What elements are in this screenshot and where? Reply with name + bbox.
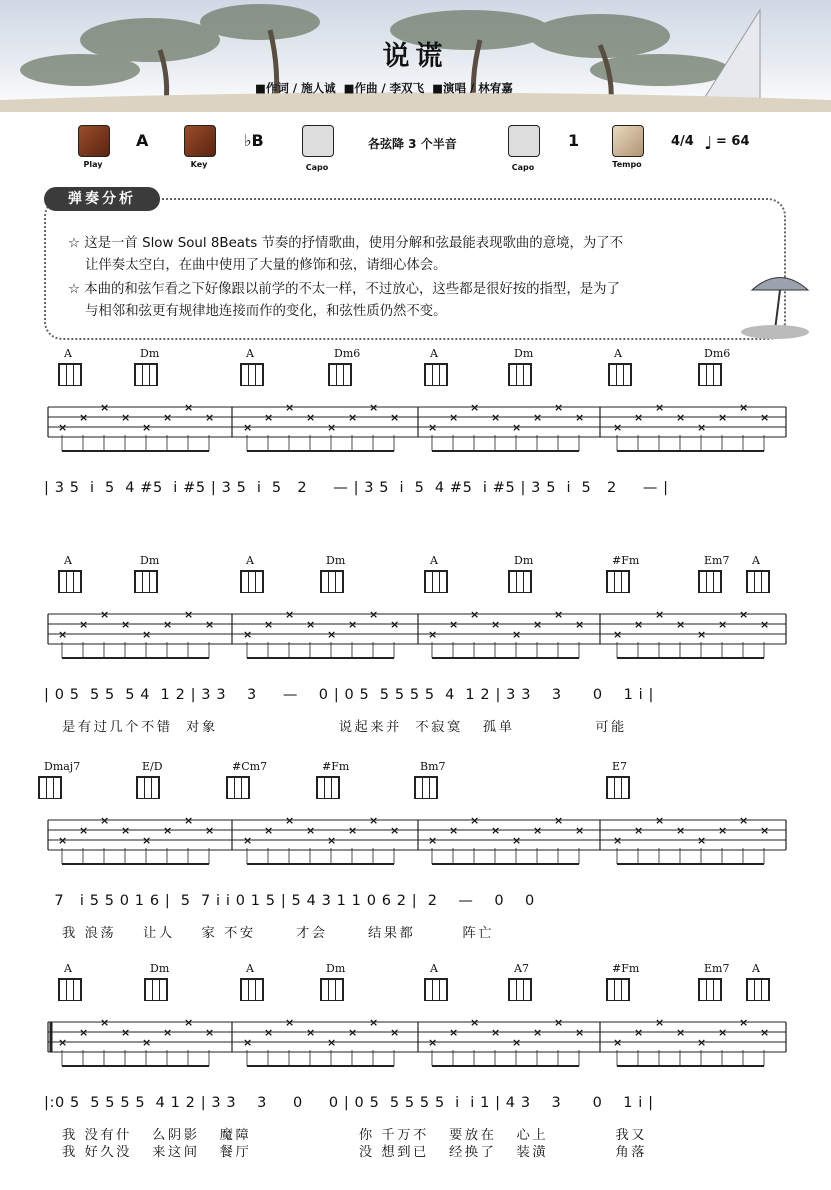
tab-note: × xyxy=(676,411,686,424)
tab-note: × xyxy=(449,411,459,424)
tab-note: × xyxy=(205,411,215,424)
tempo-value: = 64 xyxy=(716,134,750,149)
chord-name: A xyxy=(64,962,72,975)
chord-diagram xyxy=(136,776,160,799)
chord-diagram xyxy=(508,570,532,593)
tab-note: × xyxy=(655,1016,665,1029)
chord-diagram xyxy=(38,776,62,799)
chord-name: #Cm7 xyxy=(232,760,268,773)
tab-note: × xyxy=(79,1026,89,1039)
tab-note: × xyxy=(697,1036,707,1049)
tab-note: × xyxy=(470,608,480,621)
tab-note: × xyxy=(760,1026,770,1039)
tab-note: × xyxy=(575,1026,585,1039)
tab-note: × xyxy=(264,1026,274,1039)
chord-diagram xyxy=(144,978,168,1001)
chord-diagram xyxy=(508,978,532,1001)
tab-note: × xyxy=(100,1016,110,1029)
chord-name: Dm xyxy=(326,554,346,567)
tab-note: × xyxy=(306,1026,316,1039)
tab-note: × xyxy=(697,421,707,434)
tab-note: × xyxy=(613,1036,623,1049)
chord-name: E/D xyxy=(142,760,163,773)
capo-text: 各弦降 3 个半音 xyxy=(368,137,457,151)
chord-diagram xyxy=(746,570,770,593)
tab-note: × xyxy=(142,1036,152,1049)
tab-note: × xyxy=(163,824,173,837)
lyric-line: 我 好久没 来这间 餐厅 没 想到已 经换了 装潢 角落 xyxy=(62,1145,648,1160)
chord-name: Dm xyxy=(140,347,160,360)
tab-note: × xyxy=(575,824,585,837)
tab-note: × xyxy=(533,618,543,631)
chord-name: A xyxy=(614,347,622,360)
tab-note: × xyxy=(142,421,152,434)
chord-diagram xyxy=(320,978,344,1001)
tab-note: × xyxy=(554,1016,564,1029)
tab-note: × xyxy=(491,618,501,631)
tab-note: × xyxy=(760,824,770,837)
chord-diagram xyxy=(328,363,352,386)
numbered-notation: | 0 5 5 5 5 4 1 2 | 3 3 3 — 0 | 0 5 5 5 5 5 4 1 2 | 3 3 3 0 1 i | xyxy=(44,687,654,703)
tempo-label: Tempo xyxy=(612,160,642,169)
tab-note: × xyxy=(327,421,337,434)
chord-diagram xyxy=(320,570,344,593)
chord-diagram xyxy=(58,978,82,1001)
tab-note: × xyxy=(264,618,274,631)
lyric-line: 我 没有什 么阴影 魔障 你 千万不 要放在 心上 我又 xyxy=(62,1128,648,1143)
analysis-line: 让伴奏太空白，在曲中使用了大量的修饰和弦，请细心体会。 xyxy=(68,258,447,273)
chord-name: A xyxy=(430,962,438,975)
tab-note: × xyxy=(512,834,522,847)
tab-note: × xyxy=(554,814,564,827)
tab-note: × xyxy=(634,1026,644,1039)
tab-note: × xyxy=(121,1026,131,1039)
chord-diagram xyxy=(698,363,722,386)
tab-note: × xyxy=(718,824,728,837)
chord-name: #Fm xyxy=(612,962,640,975)
tab-note: × xyxy=(79,411,89,424)
song-title: 说谎 xyxy=(382,41,449,72)
chord-name: A xyxy=(752,554,760,567)
tab-note: × xyxy=(449,618,459,631)
tab-note: × xyxy=(327,1036,337,1049)
tab-note: × xyxy=(739,814,749,827)
tab-note: × xyxy=(306,824,316,837)
numbered-notation: |:0 5 5 5 5 5 4 1 2 | 3 3 3 0 0 | 0 5 5 5 5 5 i i 1 | 4 3 3 0 1 i | xyxy=(44,1095,654,1111)
tab-note: × xyxy=(428,628,438,641)
chord-name: Dm xyxy=(514,347,534,360)
tab-note: × xyxy=(243,1036,253,1049)
tab-note: × xyxy=(390,1026,400,1039)
tab-note: × xyxy=(58,834,68,847)
tab-note: × xyxy=(676,618,686,631)
tab-note: × xyxy=(369,1016,379,1029)
tab-note: × xyxy=(348,411,358,424)
tab-note: × xyxy=(718,618,728,631)
tab-note: × xyxy=(718,1026,728,1039)
chord-name: E7 xyxy=(612,760,628,773)
tab-note: × xyxy=(739,1016,749,1029)
tab-note: × xyxy=(470,401,480,414)
tab-note: × xyxy=(264,411,274,424)
credits: ■作词 / 施人诚 ■作曲 / 李双飞 ■演唱 / 林宥嘉 xyxy=(255,81,513,95)
chord-name: Em7 xyxy=(704,554,730,567)
chord-name: Dm xyxy=(150,962,170,975)
tab-note: × xyxy=(634,824,644,837)
tab-note: × xyxy=(718,411,728,424)
chord-diagram xyxy=(606,776,630,799)
chord-diagram xyxy=(414,776,438,799)
tab-note: × xyxy=(205,1026,215,1039)
key-label: Key xyxy=(190,160,208,169)
chord-name: A xyxy=(64,347,72,360)
tab-note: × xyxy=(491,1026,501,1039)
tab-note: × xyxy=(470,1016,480,1029)
tab-note: × xyxy=(100,401,110,414)
chord-diagram xyxy=(508,363,532,386)
tab-note: × xyxy=(327,834,337,847)
chord-diagram xyxy=(424,978,448,1001)
analysis-line: ☆ 本曲的和弦乍看之下好像跟以前学的不太一样，不过放心，这些都是很好按的指型，是为了 xyxy=(68,282,620,297)
tab-note: × xyxy=(100,814,110,827)
tab-note: × xyxy=(760,618,770,631)
tab-note: × xyxy=(285,814,295,827)
chord-diagram xyxy=(698,570,722,593)
tab-note: × xyxy=(428,1036,438,1049)
tab-note: × xyxy=(613,421,623,434)
tab-note: × xyxy=(348,618,358,631)
tab-note: × xyxy=(285,608,295,621)
tab-note: × xyxy=(470,814,480,827)
tab-note: × xyxy=(184,814,194,827)
chord-diagram xyxy=(134,570,158,593)
tab-note: × xyxy=(554,608,564,621)
tab-note: × xyxy=(184,401,194,414)
tab-note: × xyxy=(243,628,253,641)
tab-note: × xyxy=(306,411,316,424)
note-icon: ♩ xyxy=(704,133,713,154)
chord-name: A xyxy=(246,347,254,360)
chord-diagram xyxy=(606,570,630,593)
tab-note: × xyxy=(79,618,89,631)
chord-name: A xyxy=(64,554,72,567)
tab-note: × xyxy=(243,421,253,434)
tab-note: × xyxy=(121,411,131,424)
numbered-notation: 7 i 5 5 0 1 6 | 5 7 i i 0 1 5 | 5 4 3 1 1 0 6 2 | 2 — 0 0 xyxy=(44,893,535,909)
tab-note: × xyxy=(184,608,194,621)
tab-note: × xyxy=(449,1026,459,1039)
tab-note: × xyxy=(369,814,379,827)
tab-note: × xyxy=(676,824,686,837)
tab-note: × xyxy=(491,411,501,424)
play-value: A xyxy=(136,131,149,150)
tab-note: × xyxy=(613,834,623,847)
chord-diagram xyxy=(608,363,632,386)
chord-diagram xyxy=(240,363,264,386)
tab-note: × xyxy=(184,1016,194,1029)
chord-name: A xyxy=(246,962,254,975)
lyric-line: 是有过几个不错 对象 说起来并 不寂寞 孤单 可能 xyxy=(62,720,627,735)
chord-diagram xyxy=(698,978,722,1001)
chord-diagram xyxy=(240,978,264,1001)
tab-note: × xyxy=(428,421,438,434)
tab-note: × xyxy=(142,628,152,641)
tab-note: × xyxy=(533,411,543,424)
chord-diagram xyxy=(424,570,448,593)
tab-note: × xyxy=(739,608,749,621)
tab-note: × xyxy=(121,618,131,631)
tab-note: × xyxy=(163,411,173,424)
tab-note: × xyxy=(121,824,131,837)
time-signature: 4/4 xyxy=(671,134,694,149)
chord-name: Dm xyxy=(514,554,534,567)
tab-note: × xyxy=(285,1016,295,1029)
chord-diagram xyxy=(424,363,448,386)
tab-note: × xyxy=(554,401,564,414)
tab-note: × xyxy=(739,401,749,414)
tab-note: × xyxy=(491,824,501,837)
tab-note: × xyxy=(327,628,337,641)
tab-note: × xyxy=(760,411,770,424)
tab-note: × xyxy=(697,834,707,847)
chord-name: Dm xyxy=(140,554,160,567)
tab-note: × xyxy=(369,401,379,414)
tab-note: × xyxy=(285,401,295,414)
analysis-line: 与相邻和弦更有规律地连接而作的变化，和弦性质仍然不变。 xyxy=(68,304,447,319)
chord-diagram xyxy=(316,776,340,799)
chord-diagram xyxy=(606,978,630,1001)
tab-note: × xyxy=(655,401,665,414)
tab-note: × xyxy=(142,834,152,847)
tab-note: × xyxy=(655,814,665,827)
tab-note: × xyxy=(348,1026,358,1039)
tab-note: × xyxy=(264,824,274,837)
tab-note: × xyxy=(512,421,522,434)
chord-diagram xyxy=(58,570,82,593)
chord-name: Em7 xyxy=(704,962,730,975)
chord-name: A xyxy=(430,347,438,360)
chord-name: A7 xyxy=(514,962,529,975)
chord-name: Bm7 xyxy=(420,760,446,773)
chord-diagram xyxy=(58,363,82,386)
capo-label: Capo xyxy=(305,163,329,172)
tab-note: × xyxy=(348,824,358,837)
tab-note: × xyxy=(58,1036,68,1049)
tab-note: × xyxy=(369,608,379,621)
tab-note: × xyxy=(205,824,215,837)
tab-note: × xyxy=(533,1026,543,1039)
chord-name: #Fm xyxy=(322,760,350,773)
tab-note: × xyxy=(634,618,644,631)
tab-note: × xyxy=(512,1036,522,1049)
tab-note: × xyxy=(58,628,68,641)
tab-note: × xyxy=(390,411,400,424)
chord-name: A xyxy=(430,554,438,567)
tab-note: × xyxy=(449,824,459,837)
tab-note: × xyxy=(697,628,707,641)
tab-note: × xyxy=(163,1026,173,1039)
play-label: Play xyxy=(83,160,103,169)
tab-note: × xyxy=(390,618,400,631)
tab-note: × xyxy=(306,618,316,631)
tab-note: × xyxy=(79,824,89,837)
tab-note: × xyxy=(533,824,543,837)
tab-note: × xyxy=(575,411,585,424)
lyric-line: 我 浪荡 让人 家 不安 才会 结果都 阵亡 xyxy=(62,926,495,941)
chord-name: Dm6 xyxy=(704,347,731,360)
tab-note: × xyxy=(58,421,68,434)
tab-note: × xyxy=(243,834,253,847)
tab-note: × xyxy=(205,618,215,631)
capo2-value: 1 xyxy=(568,131,580,150)
tab-note: × xyxy=(163,618,173,631)
tab-note: × xyxy=(655,608,665,621)
chord-diagram xyxy=(240,570,264,593)
analysis-line: ☆ 这是一首 Slow Soul 8Beats 节奏的抒情歌曲，使用分解和弦最能表现歌曲的意境，为了不 xyxy=(68,236,624,251)
chord-name: #Fm xyxy=(612,554,640,567)
tab-note: × xyxy=(100,608,110,621)
analysis-title: 弹奏分析 xyxy=(44,187,160,211)
tab-note: × xyxy=(428,834,438,847)
tab-note: × xyxy=(575,618,585,631)
chord-name: Dm6 xyxy=(334,347,361,360)
tab-note: × xyxy=(634,411,644,424)
tab-note: × xyxy=(613,628,623,641)
capo2-label: Capo xyxy=(511,163,535,172)
chord-diagram xyxy=(226,776,250,799)
chord-name: A xyxy=(752,962,760,975)
chord-name: Dm xyxy=(326,962,346,975)
tab-note: × xyxy=(390,824,400,837)
tab-note: × xyxy=(512,628,522,641)
chord-diagram xyxy=(746,978,770,1001)
chord-diagram xyxy=(134,363,158,386)
tab-note: × xyxy=(676,1026,686,1039)
chord-name: A xyxy=(246,554,254,567)
chord-name: Dmaj7 xyxy=(44,760,81,773)
key-value: ♭B xyxy=(244,131,264,150)
numbered-notation: | 3 5 i 5 4 #5 i #5 | 3 5 i 5 2 — | 3 5 i 5 4 #5 i #5 | 3 5 i 5 2 — | xyxy=(44,480,669,496)
